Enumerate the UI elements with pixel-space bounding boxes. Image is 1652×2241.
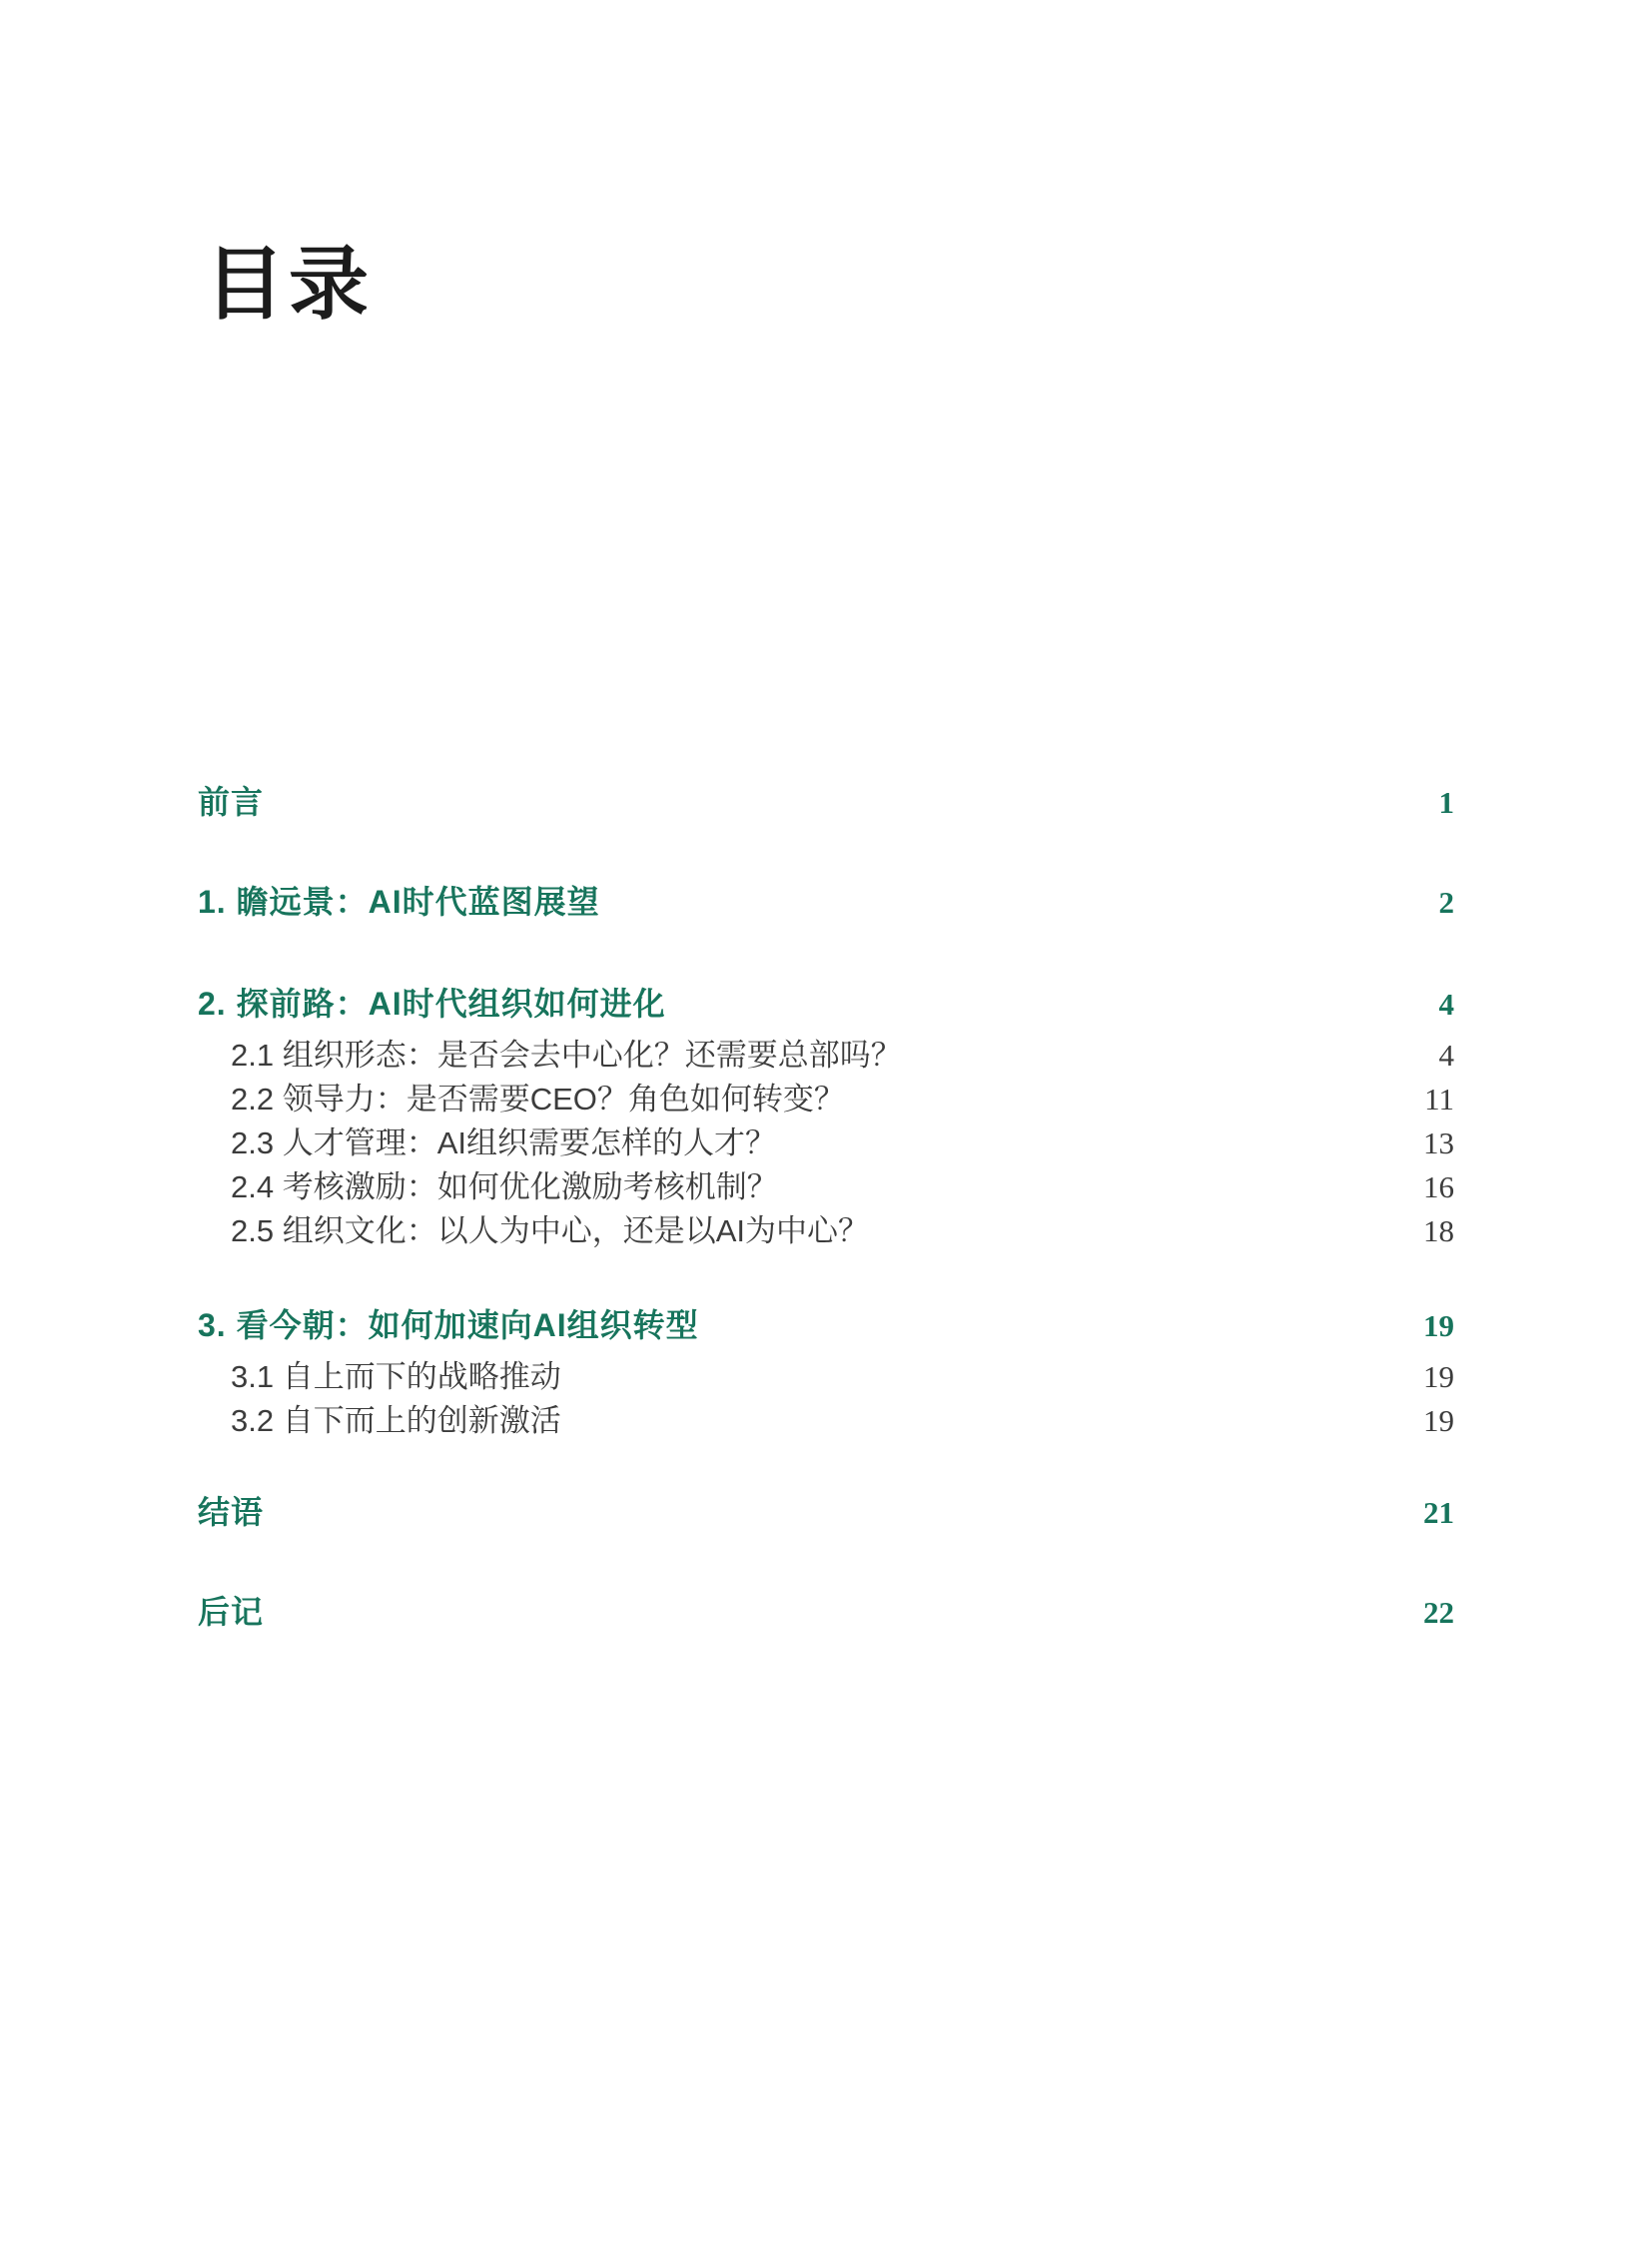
toc-entry-label: 3.1 自上而下的战略推动 [231, 1359, 561, 1394]
toc-entry-label: 2.2 领导力：是否需要CEO？角色如何转变？ [231, 1082, 845, 1117]
toc-entry-page-number: 16 [1423, 1169, 1454, 1204]
toc-entry-page-number: 11 [1424, 1082, 1454, 1117]
toc-entry-label: 2. 探前路：AI时代组织如何进化 [198, 986, 666, 1022]
toc-entry[interactable] [198, 1399, 1454, 1443]
toc-entry-label: 2.4 考核激励：如何优化激励考核机制？ [231, 1169, 778, 1204]
toc-entry[interactable] [198, 1165, 1454, 1209]
toc-entry[interactable] [198, 1209, 1454, 1253]
toc-entry[interactable] [198, 1590, 1454, 1634]
toc-entry-page-number: 19 [1423, 1359, 1454, 1394]
toc-entry-label: 3. 看今朝：如何加速向AI组织转型 [198, 1307, 699, 1343]
toc-entry-page-number: 4 [1438, 987, 1454, 1022]
toc-entry-page-number: 4 [1438, 1038, 1454, 1073]
toc-entry-label: 结语 [198, 1494, 265, 1530]
toc-entry-label: 3.2 自下而上的创新激活 [231, 1403, 561, 1438]
toc-entry[interactable] [198, 982, 1454, 1026]
toc-entry[interactable] [198, 780, 1454, 824]
toc-entry[interactable] [198, 1121, 1454, 1165]
toc-entry-label: 后记 [198, 1594, 265, 1630]
page-title: 目录 [205, 241, 373, 330]
toc-entry[interactable] [198, 1078, 1454, 1121]
toc-entry-page-number: 19 [1423, 1403, 1454, 1438]
toc-entry-label: 2.3 人才管理：AI组织需要怎样的人才？ [231, 1125, 776, 1160]
toc-entry[interactable] [198, 880, 1454, 924]
toc-entry-label: 2.5 组织文化：以人为中心，还是以AI为中心？ [231, 1213, 869, 1248]
toc-entry-label: 前言 [198, 784, 265, 820]
toc-entry-page-number: 18 [1423, 1213, 1454, 1248]
toc-entry[interactable] [198, 1490, 1454, 1534]
toc-entry-page-number: 13 [1423, 1125, 1454, 1160]
toc-entry-page-number: 21 [1423, 1495, 1454, 1530]
table-of-contents [198, 780, 1454, 1634]
toc-entry-page-number: 1 [1438, 785, 1454, 820]
toc-entry[interactable] [198, 1355, 1454, 1399]
toc-entry-page-number: 22 [1423, 1595, 1454, 1630]
toc-entry[interactable] [198, 1303, 1454, 1347]
toc-entry-label: 1. 瞻远景：AI时代蓝图展望 [198, 884, 600, 920]
toc-entry[interactable] [198, 1034, 1454, 1078]
toc-entry-page-number: 2 [1438, 885, 1454, 920]
toc-entry-label: 2.1 组织形态：是否会去中心化？还需要总部吗？ [231, 1038, 902, 1073]
toc-entry-page-number: 19 [1423, 1308, 1454, 1343]
